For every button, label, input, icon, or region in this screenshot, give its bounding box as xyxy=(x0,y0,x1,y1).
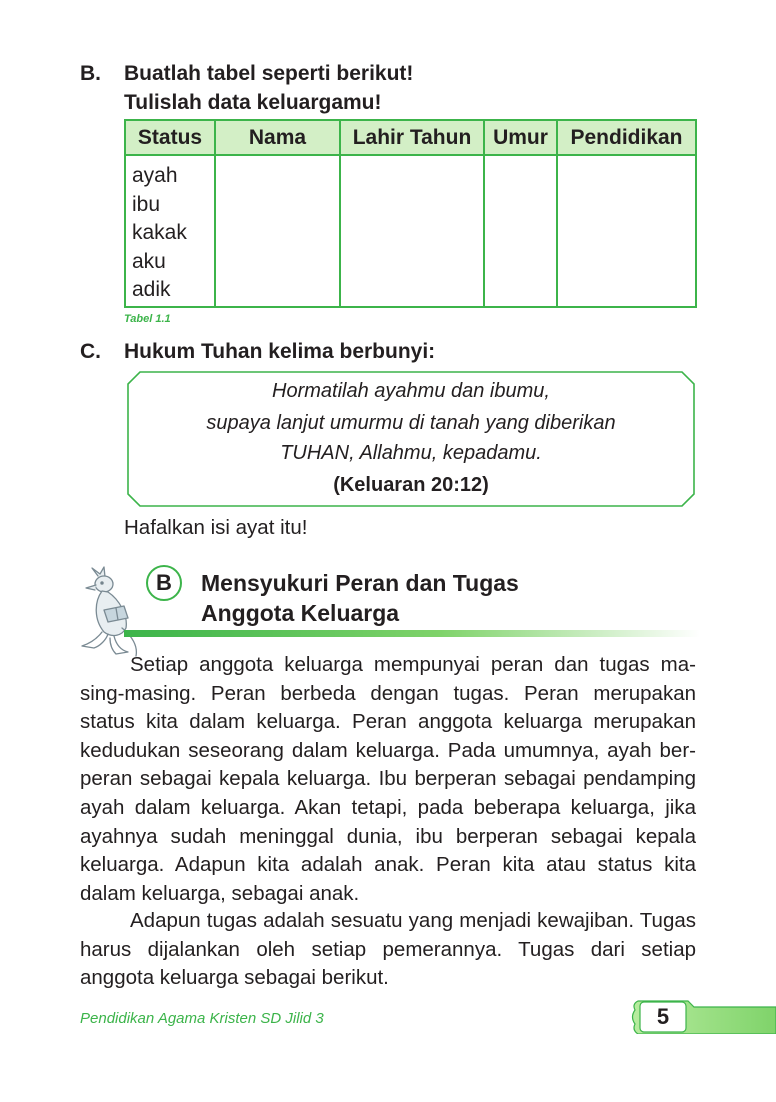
table-header-row xyxy=(125,120,696,155)
pendidikan-cell xyxy=(557,155,696,307)
status-item: ibu xyxy=(132,192,161,216)
status-item: adik xyxy=(132,278,171,302)
header-umur: Umur xyxy=(484,120,557,155)
status-cell xyxy=(125,155,215,307)
verse-line: TUHAN, Allahmu, kepadamu. xyxy=(280,442,542,464)
header-status: Status xyxy=(125,120,215,155)
kangaroo-reading-icon xyxy=(78,566,142,660)
heading-underline xyxy=(124,630,700,637)
section-heading-line2: Anggota Keluarga xyxy=(201,600,400,626)
page-number-tab xyxy=(628,1000,776,1034)
page-number: 5 xyxy=(656,1004,670,1029)
lahir-tahun-cell xyxy=(340,155,484,307)
status-item: ayah xyxy=(132,164,178,187)
verse-line: supaya lanjut umurmu di tanah yang diberikan xyxy=(206,412,616,434)
section-b-instruction-2: Tulislah data keluargamu! xyxy=(124,91,382,114)
section-b-instruction: Buatlah tabel seperti berikut! xyxy=(124,62,414,85)
nama-cell xyxy=(215,155,340,307)
family-data-table xyxy=(124,119,697,308)
section-b-letter: B. xyxy=(80,62,101,85)
verse-line: Hormatilah ayahmu dan ibumu, xyxy=(272,380,550,402)
memorize-instruction: Hafalkan isi ayat itu! xyxy=(124,516,308,539)
table-row xyxy=(125,155,696,307)
body-paragraph-2: Adapun tugas adalah sesuatu yang menjadi kewajiban. Tugas harus dijalankan oleh setiap pemerannya. Tugas dari setiap anggota keluarga sebagai berikut. xyxy=(80,909,696,990)
bible-verse-box xyxy=(124,368,698,510)
header-nama: Nama xyxy=(215,120,340,155)
section-c-heading: Hukum Tuhan kelima berbunyi: xyxy=(124,340,436,363)
umur-cell xyxy=(484,155,557,307)
section-b-badge: B xyxy=(146,565,182,601)
status-item: aku xyxy=(132,249,166,273)
table-caption: Tabel 1.1 xyxy=(124,313,171,325)
header-lahir-tahun: Lahir Tahun xyxy=(340,120,484,155)
verse-reference: (Keluaran 20:12) xyxy=(333,474,489,496)
body-paragraph-1: Setiap anggota keluarga mempunyai peran dan tugas masing-masing. Peran berbeda dengan tugas. Peran merupakan status kita dalam keluarga. Peran anggota keluarga merupakan kedudukan seseorang dalam keluarga. Pada umumnya, ayah berperan sebagai kepala keluarga. Ibu berperan sebagai pendamping ayah dalam keluarga. Akan tetapi, pada beberapa keluarga, jika ayahnya sudah meninggal dunia, ibu berperan sebagai kepala keluarga. Adapun kita adalah anak. Peran kita atau status kita dalam keluarga, sebagai anak. xyxy=(80,653,696,905)
section-heading-line1: Mensyukuri Peran dan Tugas xyxy=(201,570,519,596)
section-c-letter: C. xyxy=(80,340,101,363)
status-item: kakak xyxy=(132,221,187,245)
footer-book-title: Pendidikan Agama Kristen SD Jilid 3 xyxy=(80,1010,324,1027)
header-pendidikan: Pendidikan xyxy=(557,120,696,155)
